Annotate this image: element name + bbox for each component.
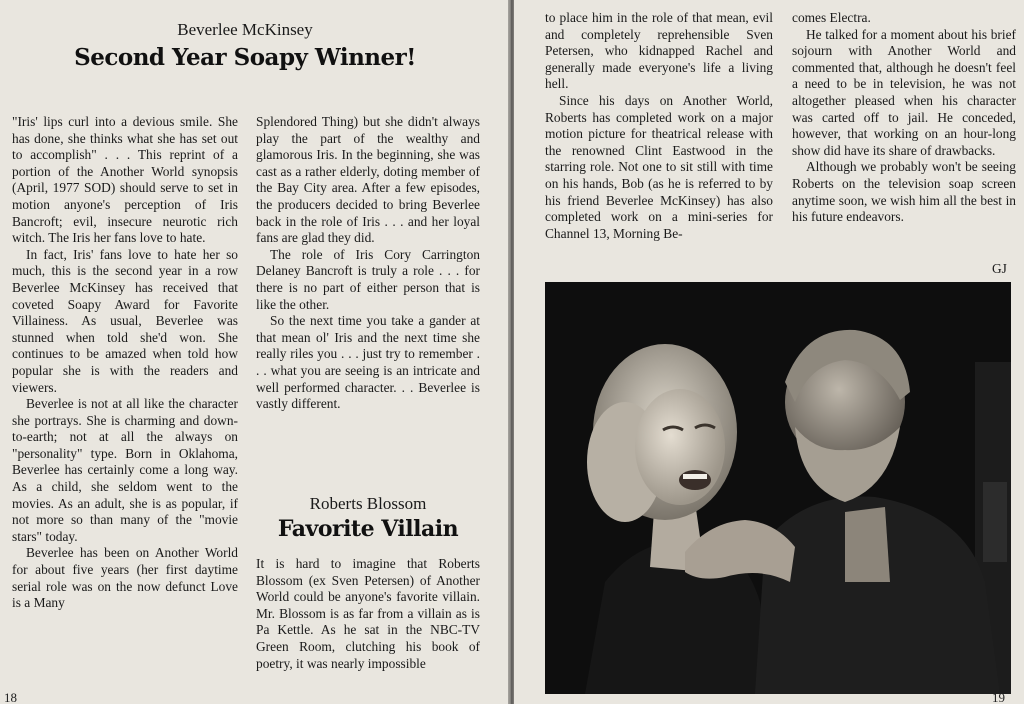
- second-article-kicker: Roberts Blossom: [309, 494, 427, 513]
- paragraph: The role of Iris Cory Carrington Delaney Bancroft is truly a role . . . for there is no part of either person that is like the other.: [256, 246, 480, 312]
- left-column-1: [12, 114, 238, 612]
- author-signature: GJ: [992, 261, 1007, 276]
- paragraph: "Iris' lips curl into a devious smile. She has done, she thinks what she has set out to accomplish" . . . This reprint of a portion of the Another World synopsis (April, 1977 SOD) should serve to set in motion anyone's perception of Iris Bancroft; evil, insecure neurotic rich witch. The Iris her fans love to hate.: [12, 114, 238, 246]
- paragraph: It is hard to imagine that Roberts Blossom (ex Sven Petersen) of Another World could be anyone's favorite villain. Mr. Blossom is as far from a villain as is Pa Kettle. As he sat in the NBC-TV Green Room, clutching his book of poetry, it was nearly impossible: [256, 556, 480, 671]
- paragraph: Splendored Thing) but she didn't always play the part of the wealthy and glamorous Iris. In the beginning, she was cast as a rather elderly, doting member of the Bay City area. After a few episodes, the producers decided to bring Beverlee back in the role of Iris . . . and her loyal fans are glad they did.: [256, 114, 480, 246]
- page-number-right: 19: [992, 690, 1005, 704]
- article-photo: [545, 282, 1011, 694]
- paragraph: Since his days on Another World, Roberts has completed work on a major motion picture for theatrical release with the renowned Clint Eastwood in the starring role. Not one to sit still with time on his hands, Bob (as he is referred to by his friend Beverlee McKinsey) has also completed work on a mini-series for Channel 13, Morning Be-: [545, 92, 773, 241]
- article-headline: Second Year Soapy Winner!: [74, 44, 416, 71]
- right-column-1: [545, 10, 773, 242]
- paragraph: In fact, Iris' fans love to hate her so much, this is the second year in a row Beverlee McKinsey has received that coveted Soapy Award for Favorite Villainess. As usual, Beverlee was stunned when told she'd won. She continues to be amazed when told how popular she is with the readers and viewers.: [12, 246, 238, 395]
- left-column-2-bottom: [256, 556, 480, 672]
- paragraph: Beverlee has been on Another World for about five years (her first daytime serial role was on the now defunct Love is a Many: [12, 545, 238, 611]
- page-number-left: 18: [4, 690, 17, 704]
- right-page: [514, 0, 1024, 704]
- paragraph: He talked for a moment about his brief sojourn with Another World and commented that, although he doesn't feel a need to be in television, he was not altogether pleased when his character was carted off to jail. He conceded, however, that working on an hour-long show did have its share of drawbacks.: [792, 26, 1016, 158]
- paragraph: So the next time you take a gander at that mean ol' Iris and the next time she really riles you . . . just try to remember . . . what you are seeing is an intricate and well performed character. . . Beverlee is vastly different.: [256, 313, 480, 412]
- paragraph: to place him in the role of that mean, evil and completely reprehensible Sven Petersen, who kidnapped Rachel and generally made everyone's life a living hell.: [545, 10, 773, 92]
- second-article-headline: Favorite Villain: [277, 516, 459, 542]
- left-page: [0, 0, 508, 704]
- paragraph: Although we probably won't be seeing Roberts on the television soap screen anytime soon, we wish him all the best in his future endeavors.: [792, 159, 1016, 225]
- paragraph: comes Electra.: [792, 10, 871, 25]
- paragraph: Beverlee is not at all like the character she portrays. She is charming and down-to-earth; not at all the always on "personality" type. Born in Oklahoma, Beverlee has certainly come a long way. As a child, she seldom went to the movies. As an adult, she is as popular, if not more so than many of the "movie stars" today.: [12, 396, 238, 544]
- photo-illustration: [545, 282, 1011, 694]
- article-kicker: Beverlee McKinsey: [177, 20, 313, 39]
- left-column-2-top: [256, 114, 480, 413]
- right-column-2: [792, 10, 1016, 226]
